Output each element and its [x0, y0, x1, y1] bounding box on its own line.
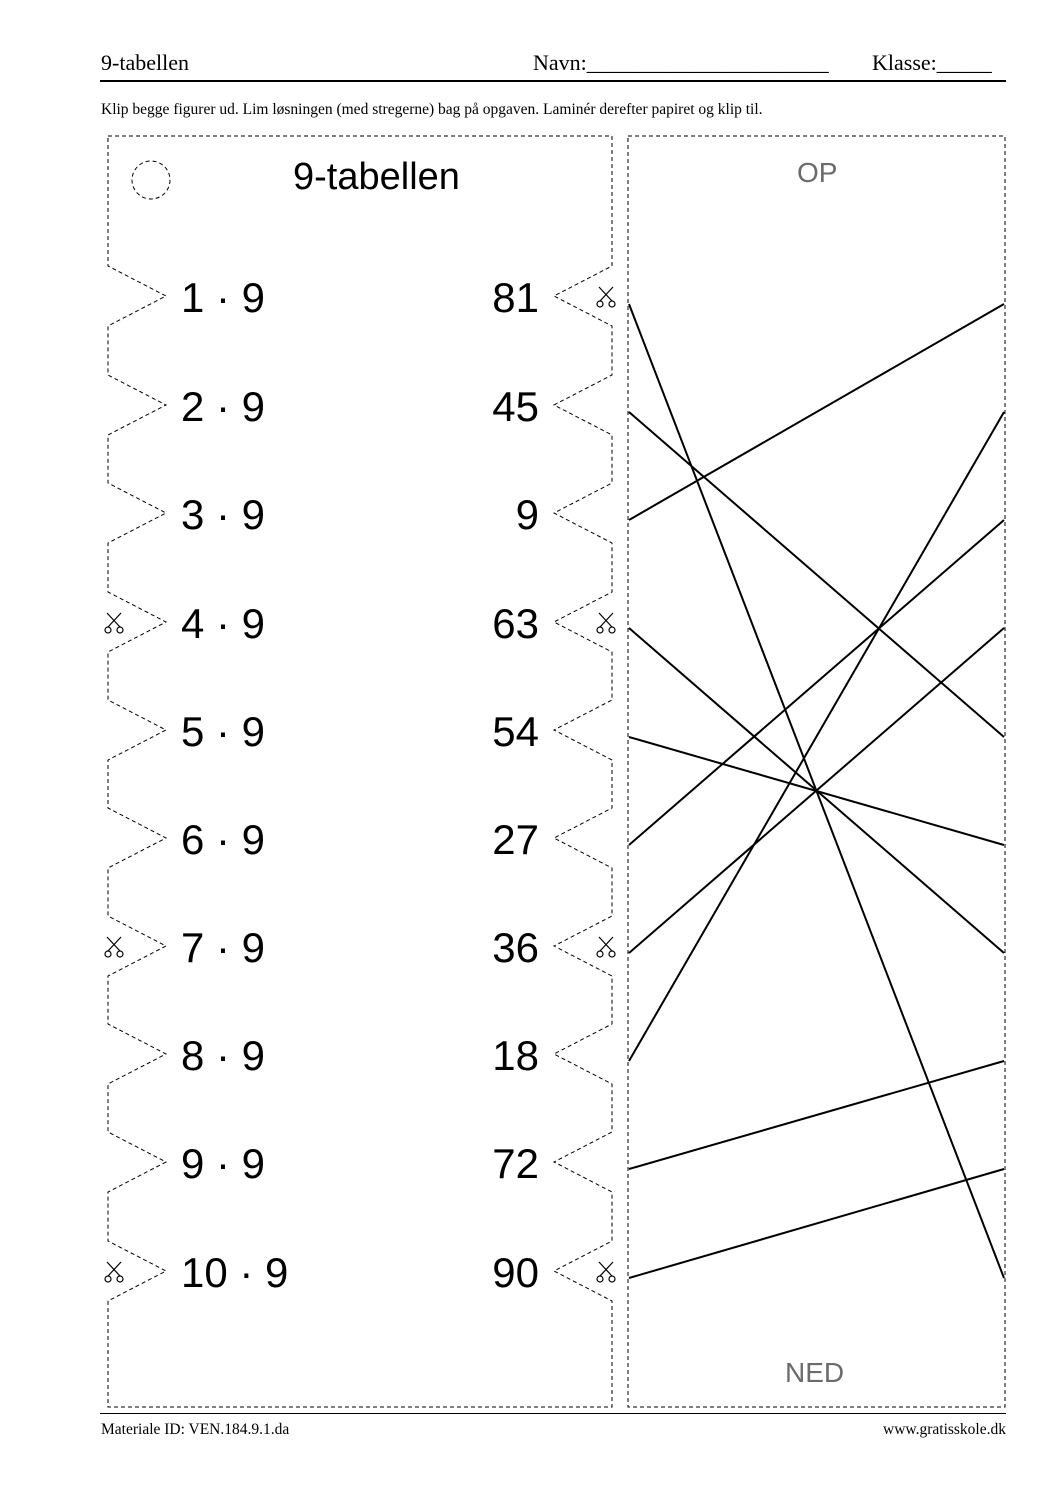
- answer-5: 54: [492, 708, 539, 755]
- punch-hole-mark: [132, 161, 170, 199]
- scissors-icon: [597, 613, 615, 633]
- answer-9: 72: [492, 1140, 539, 1187]
- solution-line-8: [629, 412, 1004, 1061]
- material-id: Materiale ID: VEN.184.9.1.da: [101, 1421, 290, 1438]
- answer-6: 27: [492, 816, 539, 863]
- solution-line-2: [629, 412, 1004, 737]
- solution-top-label: OP: [797, 157, 838, 188]
- expression-3: 3 · 9: [181, 491, 266, 538]
- solution-card-outline: [628, 136, 1005, 1407]
- answer-4: 63: [492, 600, 539, 647]
- card-title: 9-tabellen: [293, 156, 460, 198]
- answer-10: 90: [492, 1249, 539, 1296]
- solution-line-9: [629, 1061, 1004, 1169]
- worksheet-title: 9-tabellen: [101, 50, 189, 75]
- solution-line-6: [629, 520, 1004, 845]
- expression-9: 9 · 9: [181, 1140, 266, 1187]
- expression-2: 2 · 9: [181, 383, 266, 430]
- answer-8: 18: [492, 1032, 539, 1079]
- answer-1: 81: [492, 274, 539, 321]
- solution-line-10: [629, 1169, 1004, 1278]
- expression-5: 5 · 9: [181, 708, 266, 755]
- website: www.gratisskole.dk: [883, 1421, 1006, 1438]
- expression-1: 1 · 9: [181, 274, 266, 321]
- scissors-icon: [597, 937, 615, 957]
- expression-8: 8 · 9: [181, 1032, 266, 1079]
- scissors-icon: [105, 1262, 123, 1282]
- notched-outline-path: [108, 136, 612, 1407]
- expression-7: 7 · 9: [181, 924, 266, 971]
- name-field[interactable]: Navn:______________________: [533, 50, 829, 75]
- footer-rule: [100, 1413, 1006, 1414]
- solution-line-3: [629, 304, 1004, 520]
- solution-lines: [629, 304, 1004, 1278]
- expression-4: 4 · 9: [181, 600, 266, 647]
- solution-bottom-label: NED: [785, 1357, 845, 1388]
- question-card-outline: [108, 136, 612, 1407]
- scissors-icon: [597, 1262, 615, 1282]
- answer-3: 9: [515, 491, 539, 538]
- scissors-icon: [105, 937, 123, 957]
- scissors-icon: [105, 613, 123, 633]
- scissors-icon: [597, 287, 615, 307]
- answer-2: 45: [492, 383, 539, 430]
- class-field[interactable]: Klasse:_____: [872, 50, 992, 75]
- expression-10: 10 · 9: [181, 1249, 289, 1296]
- scissors-marks: [105, 287, 615, 1282]
- instructions: Klip begge figurer ud. Lim løsningen (med stregerne) bag på opgaven. Laminér derefter papiret og klip til.: [101, 101, 763, 118]
- expression-6: 6 · 9: [181, 816, 266, 863]
- answer-7: 36: [492, 924, 539, 971]
